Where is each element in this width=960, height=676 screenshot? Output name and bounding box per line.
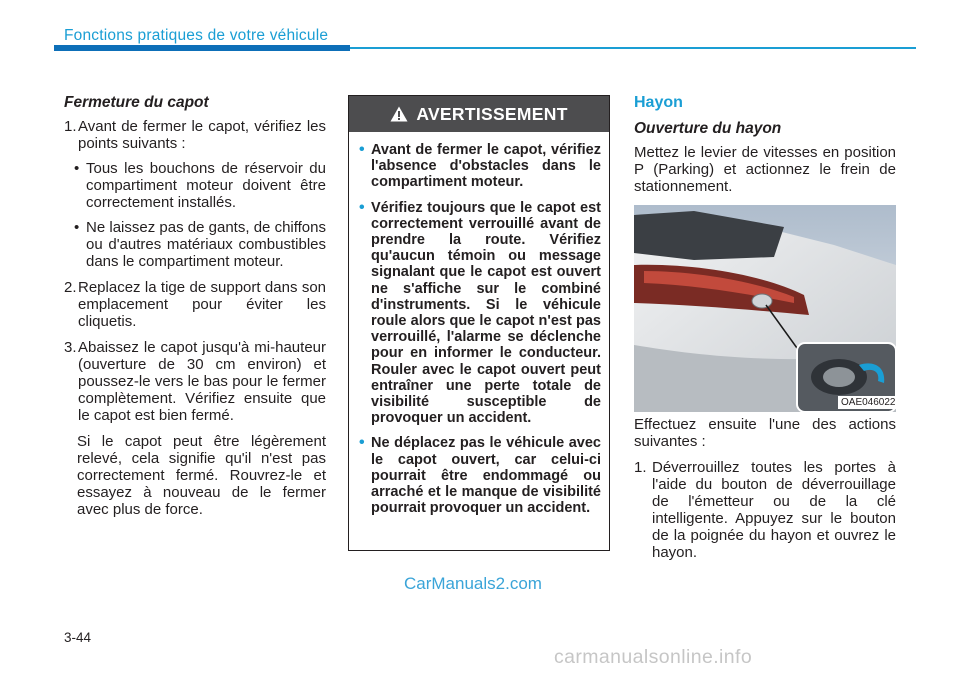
tailgate-section-title: Hayon bbox=[634, 94, 683, 111]
header-bar-dark bbox=[54, 45, 350, 51]
warning-triangle-icon bbox=[390, 106, 408, 122]
warning-title: AVERTISSEMENT bbox=[416, 103, 568, 124]
bullet-icon: • bbox=[359, 141, 365, 158]
hood-closing-title: Fermeture du capot bbox=[64, 94, 209, 111]
image-code: OAE046022 bbox=[838, 396, 899, 409]
warning-body bbox=[349, 132, 609, 516]
bullet-icon: • bbox=[359, 198, 365, 216]
section-header-title: Fonctions pratiques de votre véhicule bbox=[64, 27, 329, 44]
left-step-3-continued: Si le capot peut être légèrement relevé, cela signifie qu'il n'est pas correctement fermé. Rouvrez-le et essayez à nouveau de le fermer avec plus de force. bbox=[77, 433, 326, 518]
footer-watermark: carmanualsonline.info bbox=[554, 646, 753, 668]
left-bullet-2: • Ne laissez pas de gants, de chiffons ou d'autres matériaux combustibles dans le compartiment moteur. bbox=[74, 219, 326, 270]
tailgate-photo bbox=[634, 205, 896, 412]
right-column-top bbox=[634, 94, 896, 195]
warning-box bbox=[348, 95, 610, 551]
warning-item-3: • Ne déplacez pas le véhicule avec le capot ouvert, car celui-ci pourrait être endommagé ou arraché et le manque de visibilité pourrait provoquer un accident. bbox=[359, 434, 601, 517]
bullet-icon: • bbox=[359, 434, 365, 452]
right-step-1: 1. Déverrouillez toutes les portes à l'aide du bouton de déverrouillage de l'émetteur ou de la clé intelligente. Appuyez sur le bouton de la poignée du hayon et ouvrez le hayon. bbox=[634, 459, 896, 561]
left-bullet-1: • Tous les bouchons de réservoir du compartiment moteur doivent être correctement installés. bbox=[74, 160, 326, 211]
right-column-bottom bbox=[634, 416, 896, 561]
left-step-2: 2. Replacez la tige de support dans son emplacement pour éviter les cliquetis. bbox=[64, 279, 326, 330]
tailgate-opening-title: Ouverture du hayon bbox=[634, 120, 782, 137]
warning-item-2: • Vérifiez toujours que le capot est correctement verrouillé avant de prendre la route. Vérifiez qu'aucun témoin ou message signalant que le capot est ouvert ne s'affiche sur le combiné d'instruments. Si le véhicule roule alors que le capot n'est pas verrouillé, l'alarme se déclenche pour en informer le conducteur. Rouler avec le capot ouvert peut entraîner une perte totale de visibilité susceptible de provoquer un accident. bbox=[359, 198, 601, 427]
tailgate-after-text: Effectuez ensuite l'une des actions suivantes : bbox=[634, 416, 896, 450]
left-column bbox=[64, 94, 326, 518]
tailgate-intro: Mettez le levier de vitesses en position P (Parking) et actionnez le frein de stationnement. bbox=[634, 144, 896, 195]
left-step-3: 3. Abaissez le capot jusqu'à mi-hauteur (ouverture de 30 cm environ) et poussez-le vers le bas pour le fermer complètement. Vérifiez ensuite que le capot est bien fermé. bbox=[64, 339, 326, 424]
left-step-1: 1. Avant de fermer le capot, vérifiez les points suivants : bbox=[64, 118, 326, 152]
car-rear-illustration bbox=[634, 205, 896, 412]
watermark-link[interactable]: CarManuals2.com bbox=[404, 574, 542, 593]
warning-item-1: • Avant de fermer le capot, vérifiez l'absence d'obstacles dans le compartiment moteur. bbox=[359, 141, 601, 191]
warning-header bbox=[349, 96, 609, 132]
page-number: 3-44 bbox=[64, 630, 92, 645]
header-bar-light bbox=[350, 47, 916, 49]
